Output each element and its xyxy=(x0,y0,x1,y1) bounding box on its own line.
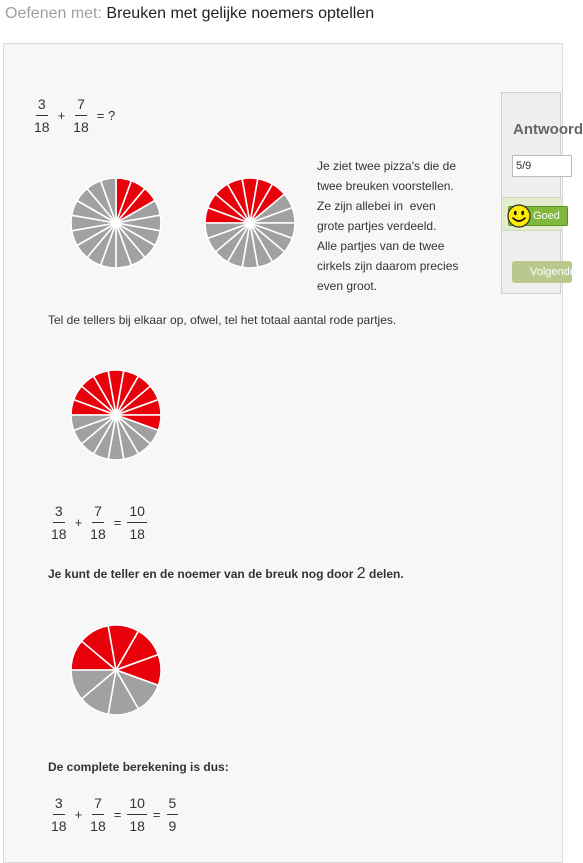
denominator: 9 xyxy=(168,818,177,834)
fraction-result xyxy=(127,503,147,542)
explanation-line: grote partjes verdeeld. xyxy=(317,219,437,233)
denominator: 18 xyxy=(129,818,145,834)
denominator: 18 xyxy=(129,526,145,542)
denominator: 18 xyxy=(51,526,67,542)
numerator: 7 xyxy=(92,795,104,815)
fraction-a xyxy=(32,96,52,135)
fraction-simplified xyxy=(167,795,179,834)
pizza-5-of-9 xyxy=(70,624,162,716)
explanation-line: Je ziet twee pizza's die de xyxy=(317,159,457,173)
numerator: 10 xyxy=(127,503,147,523)
pizza-3-of-18 xyxy=(70,177,162,269)
check-label: Goed xyxy=(533,210,560,222)
explanation-line: cirkels zijn daarom precies xyxy=(317,259,459,273)
fraction-a xyxy=(49,503,69,542)
sum-equation xyxy=(49,503,147,542)
explanation-line: Alle partjes van de twee xyxy=(317,239,445,253)
denominator: 18 xyxy=(90,526,106,542)
denominator: 18 xyxy=(51,818,67,834)
step3-text: De complete berekening is dus: xyxy=(48,760,229,774)
check-bar xyxy=(502,197,562,231)
page-header xyxy=(5,5,374,23)
pizza-7-of-18 xyxy=(204,177,296,269)
step2-text xyxy=(48,565,404,583)
step2-text-start: Je kunt de teller en de noemer van de breuk nog door xyxy=(48,567,354,581)
explanation-line: Ze zijn allebei in even xyxy=(317,199,436,213)
fraction-a xyxy=(49,795,69,834)
answer-title: Antwoord xyxy=(513,121,583,138)
numerator: 3 xyxy=(53,503,65,523)
step2-text-end: delen. xyxy=(369,567,404,581)
numerator: 7 xyxy=(92,503,104,523)
step1-text: Tel de tellers bij elkaar op, ofwel, tel het totaal aantal rode partjes. xyxy=(48,313,397,327)
fraction-result xyxy=(127,795,147,834)
explanation-line: even groot. xyxy=(317,279,378,293)
explanation-line: twee breuken voorstellen. xyxy=(317,179,454,193)
denominator: 18 xyxy=(73,119,89,135)
equals-sign: = xyxy=(152,807,161,822)
denominator: 18 xyxy=(34,119,50,135)
plus-sign: + xyxy=(74,807,83,822)
equals-sign: = xyxy=(113,515,122,530)
question-equation xyxy=(32,96,121,135)
page-title: Breuken met gelijke noemers optellen xyxy=(106,5,375,22)
fraction-b xyxy=(88,795,108,834)
numerator: 7 xyxy=(75,96,87,116)
check-button[interactable] xyxy=(508,206,568,226)
plus-sign: + xyxy=(74,515,83,530)
fraction-b xyxy=(88,503,108,542)
smiley-icon xyxy=(507,204,531,228)
step2-divisor: 2 xyxy=(356,565,366,582)
answer-panel xyxy=(501,92,583,294)
final-equation xyxy=(49,795,178,834)
numerator: 5 xyxy=(167,795,179,815)
numerator: 3 xyxy=(53,795,65,815)
explanation-text xyxy=(317,156,482,296)
equals-question: = ? xyxy=(96,108,116,123)
numerator: 3 xyxy=(36,96,48,116)
pizza-10-of-18 xyxy=(70,369,162,461)
next-button[interactable]: Volgende xyxy=(512,261,572,283)
answer-input[interactable] xyxy=(512,155,572,177)
denominator: 18 xyxy=(90,818,106,834)
header-prefix: Oefenen met: xyxy=(5,5,102,22)
equals-sign: = xyxy=(113,807,122,822)
plus-sign: + xyxy=(57,108,66,123)
fraction-b xyxy=(71,96,91,135)
numerator: 10 xyxy=(127,795,147,815)
